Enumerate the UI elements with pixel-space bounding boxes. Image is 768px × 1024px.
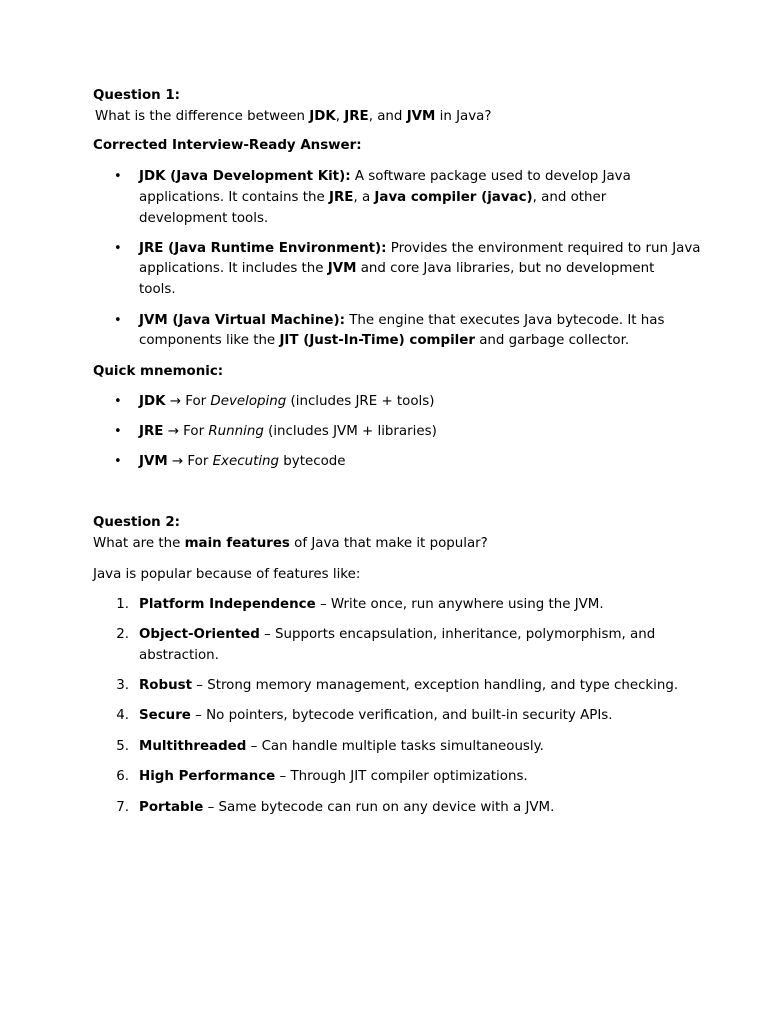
list-number: 7. xyxy=(116,800,129,815)
bullet-icon: • xyxy=(114,241,122,256)
list-number: 1. xyxy=(116,597,129,612)
feature-item: Multithreaded – Can handle multiple tasks simultaneously. xyxy=(139,739,544,754)
answer-heading: Corrected Interview-Ready Answer: xyxy=(93,138,362,153)
list-number: 5. xyxy=(116,739,129,754)
feature-item: Secure – No pointers, bytecode verification, and built-in security APIs. xyxy=(139,708,613,723)
mnemonic-item-jdk: JDK → For Developing (includes JRE + tools) xyxy=(139,394,435,409)
question-2-heading: Question 2: xyxy=(93,515,181,530)
feature-item: Object-Oriented – Supports encapsulation, inheritance, polymorphism, and xyxy=(139,627,656,642)
feature-item: Portable – Same bytecode can run on any device with a JVM. xyxy=(139,800,555,815)
list-item-jvm-line1: JVM (Java Virtual Machine): The engine that executes Java bytecode. It has xyxy=(139,313,665,328)
list-number: 4. xyxy=(116,708,129,723)
mnemonic-heading: Quick mnemonic: xyxy=(93,364,224,379)
list-number: 6. xyxy=(116,769,129,784)
bullet-icon: • xyxy=(114,394,122,409)
bullet-icon: • xyxy=(114,424,122,439)
features-intro: Java is popular because of features like: xyxy=(93,567,361,582)
mnemonic-item-jvm: JVM → For Executing bytecode xyxy=(139,454,346,469)
feature-item: Platform Independence – Write once, run anywhere using the JVM. xyxy=(139,597,604,612)
feature-item-continued: abstraction. xyxy=(139,648,219,663)
question-1-text: What is the difference between JDK, JRE, and JVM in Java? xyxy=(95,109,492,124)
list-item-jdk-line2: applications. It contains the JRE, a Java compiler (javac), and other xyxy=(139,190,607,205)
question-1-heading: Question 1: xyxy=(93,88,181,103)
list-item-jdk-line1: JDK (Java Development Kit): A software package used to develop Java xyxy=(139,169,631,184)
feature-item: Robust – Strong memory management, exception handling, and type checking. xyxy=(139,678,679,693)
list-item-jre-line1: JRE (Java Runtime Environment): Provides the environment required to run Java xyxy=(139,241,701,256)
list-number: 3. xyxy=(116,678,129,693)
mnemonic-item-jre: JRE → For Running (includes JVM + libraries) xyxy=(139,424,437,439)
feature-item: High Performance – Through JIT compiler optimizations. xyxy=(139,769,528,784)
bullet-icon: • xyxy=(114,313,122,328)
list-item-jvm-line2: components like the JIT (Just-In-Time) compiler and garbage collector. xyxy=(139,333,630,348)
list-item-jdk-line3: development tools. xyxy=(139,211,269,226)
list-item-jre-line2: applications. It includes the JVM and core Java libraries, but no development xyxy=(139,261,655,276)
list-number: 2. xyxy=(116,627,129,642)
bullet-icon: • xyxy=(114,454,122,469)
bullet-icon: • xyxy=(114,169,122,184)
question-2-text: What are the main features of Java that make it popular? xyxy=(93,536,488,551)
list-item-jre-line3: tools. xyxy=(139,282,176,297)
